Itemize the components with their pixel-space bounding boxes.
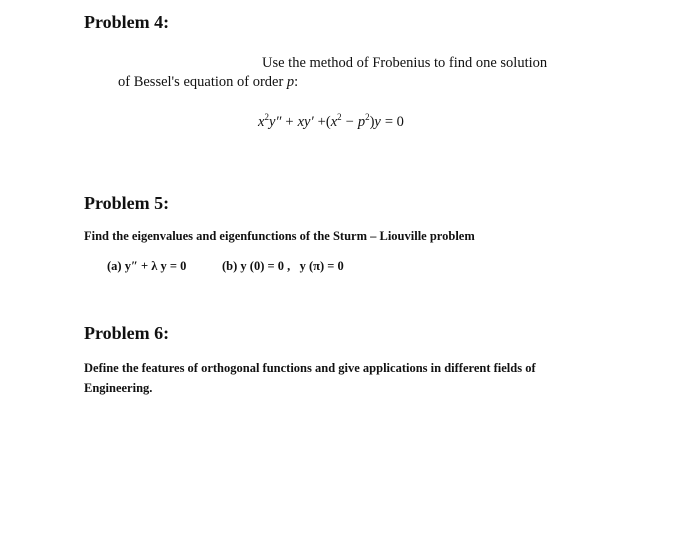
order-variable: p: [286, 74, 295, 90]
eq-operator: +: [285, 114, 294, 130]
problem-4-line-2-prefix: of Bessel's equation of order: [118, 74, 287, 90]
eq-rhs: = 0: [384, 114, 404, 130]
problem-6-text: Define the features of orthogonal functions and give applications in different fields of Engineering.: [84, 361, 536, 395]
problem-5-intro: Find the eigenvalues and eigenfunctions of the Sturm – Liouville problem: [84, 229, 475, 243]
eq-exponent: 2: [365, 112, 370, 122]
eq-term: xy′: [297, 114, 314, 130]
eq-term: x: [258, 114, 265, 130]
eq-paren: ): [369, 114, 375, 130]
eq-term: y″: [268, 114, 282, 130]
eq-operator: −: [345, 114, 354, 130]
problem-4-heading: Problem 4:: [84, 12, 170, 32]
eq-exponent: 2: [264, 112, 269, 122]
problem-4-line-2-suffix: :: [294, 74, 299, 90]
eq-paren: (: [325, 114, 331, 130]
problem-5-part-b: (b) y (0) = 0 , y (π) = 0: [222, 259, 344, 273]
problem-6-heading: Problem 6:: [84, 323, 170, 343]
problem-4-text-line-2: [118, 74, 298, 91]
problem-5-heading: Problem 5:: [84, 193, 170, 213]
eq-term: x: [330, 114, 338, 130]
bessel-equation: [258, 114, 404, 131]
eq-operator: +: [317, 114, 326, 130]
problem-5-part-a: (a) y″ + λ y = 0: [107, 259, 187, 273]
problem-4-text-line-1: Use the method of Frobenius to find one solution: [262, 55, 548, 71]
eq-term: y: [374, 114, 381, 130]
eq-term: p: [357, 114, 366, 130]
eq-exponent: 2: [337, 112, 342, 122]
